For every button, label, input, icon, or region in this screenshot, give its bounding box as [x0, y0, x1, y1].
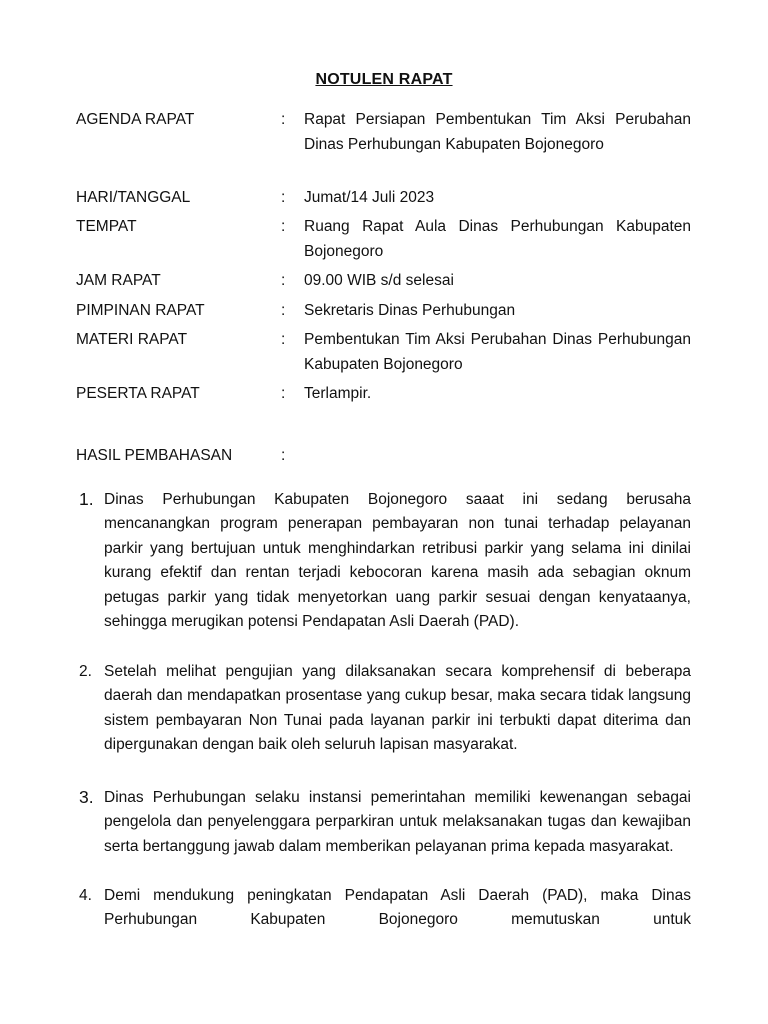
meta-value: 09.00 WIB s/d selesai — [304, 272, 454, 289]
list-item-text: Setelah melihat pengujian yang dilaksanakan secara komprehensif di beberapa daerah dan mendapatkan prosentase yang cukup besar, maka secara tidak langsung sistem pembayaran Non Tunai pada layanan parkir ini terbukti dapat diterima dan dipergunakan dengan baik oleh seluruh lapisan masyarakat. — [104, 663, 691, 754]
meta-label: PESERTA RAPAT — [76, 385, 200, 402]
meta-colon: : — [281, 189, 286, 206]
meta-label: HARI/TANGGAL — [76, 189, 191, 206]
list-item-number: 4. — [79, 887, 92, 904]
list-item-number: 3. — [79, 787, 94, 807]
meta-value: Jumat/14 Juli 2023 — [304, 189, 435, 206]
meta-label: AGENDA RAPAT — [76, 111, 195, 128]
section-colon: : — [281, 447, 286, 464]
meta-value: Ruang Rapat Aula Dinas Perhubungan Kabupaten Bojonegoro — [304, 218, 691, 260]
meta-label: TEMPAT — [76, 218, 137, 235]
list-item-number: 2. — [79, 663, 92, 680]
meta-colon: : — [281, 111, 286, 128]
meta-value: Sekretaris Dinas Perhubungan — [304, 302, 516, 319]
meta-label: PIMPINAN RAPAT — [76, 302, 205, 319]
meta-label: JAM RAPAT — [76, 272, 161, 289]
meta-value: Terlampir. — [304, 385, 372, 402]
meta-label: MATERI RAPAT — [76, 331, 188, 348]
meta-value: Pembentukan Tim Aksi Perubahan Dinas Perhubungan Kabupaten Bojonegoro — [304, 331, 691, 373]
list-item-text: Dinas Perhubungan selaku instansi pemerintahan memiliki kewenangan sebagai pengelola dan penyelenggara perparkiran untuk melaksanakan tugas dan kewajiban serta bertanggung jawab dalam memberikan pelayanan prima kepada masyarakat. — [104, 789, 691, 855]
list-item-text: Demi mendukung peningkatan Pendapatan Asli Daerah (PAD), maka Dinas Perhubungan Kabupaten Bojonegoro memutuskan untuk — [104, 887, 691, 929]
meta-colon: : — [281, 218, 286, 235]
meta-value: Rapat Persiapan Pembentukan Tim Aksi Perubahan Dinas Perhubungan Kabupaten Bojonegoro — [304, 111, 691, 153]
meta-colon: : — [281, 302, 286, 319]
list-item-text: Dinas Perhubungan Kabupaten Bojonegoro saaat ini sedang berusaha mencanangkan program penerapan pembayaran non tunai terhadap pelayanan parkir yang bertujuan untuk menghindarkan retribusi parkir yang selama ini dinilai kurang efektif dan rentan terjadi kebocoran karena masih ada sebagian oknum petugas parkir yang tidak menyetorkan uang parkir sesuai dengan kenyataanya, sehingga merugikan potensi Pendapatan Asli Daerah (PAD). — [104, 491, 691, 631]
list-item-number: 1. — [79, 489, 94, 509]
meta-colon: : — [281, 272, 286, 289]
meta-colon: : — [281, 385, 286, 402]
document-title: NOTULEN RAPAT — [315, 71, 453, 88]
section-heading: HASIL PEMBAHASAN — [76, 447, 233, 464]
meta-colon: : — [281, 331, 286, 348]
